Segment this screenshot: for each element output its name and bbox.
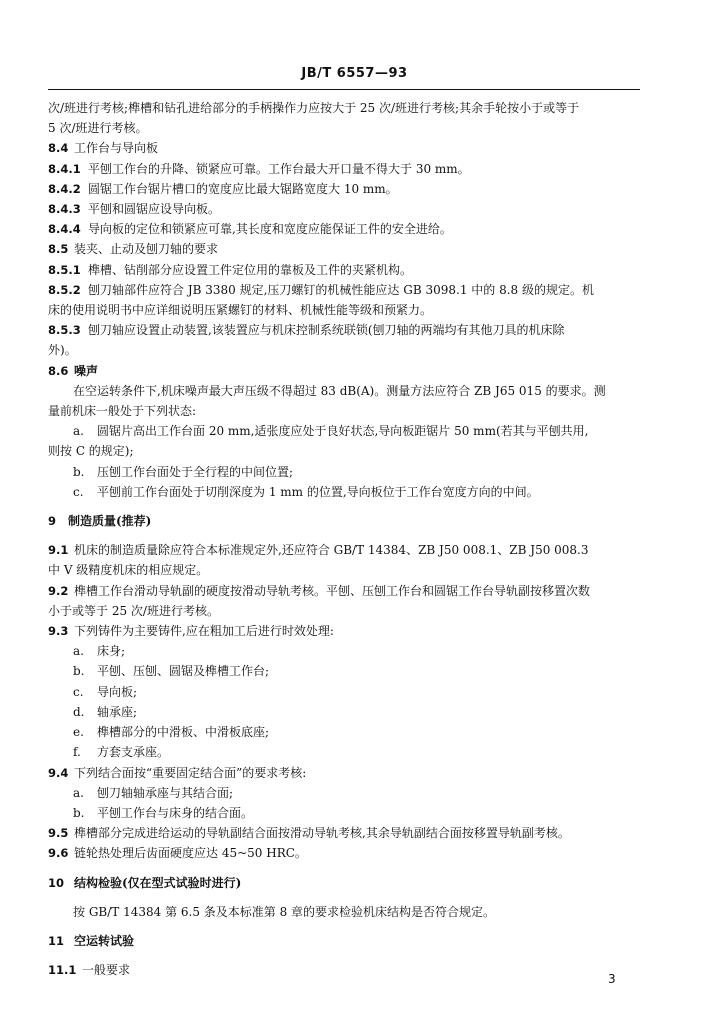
- line-text: 榫槽、钻削部分应设置工件定位用的靠板及工件的夹紧机构。: [88, 262, 413, 277]
- text-line: [48, 560, 642, 580]
- line-text: 在空运转条件下,机床噪声最大声压级不得超过 83 dB(A)。测量方法应符合 ZB J65 015 的要求。测: [73, 383, 606, 398]
- line-text: 则按 C 的规定);: [48, 444, 134, 459]
- line-text: 平刨和圆锯应设导向板。: [88, 202, 221, 217]
- list-item: [48, 641, 642, 661]
- line-text: 刨刀轴部件应符合 JB 3380 规定,压刀螺钉的机械性能应达 GB 3098.1 中的 8.8 级的规定。机: [88, 282, 594, 297]
- page-header: JB/T 6557—93: [301, 66, 408, 81]
- numbered-line: [48, 540, 642, 560]
- clause-number: 9.3: [48, 624, 69, 639]
- list-label: b.: [73, 805, 85, 820]
- line-text: 平刨工作台与床身的结合面。: [97, 805, 254, 820]
- line-text: 下列结合面按“重要固定结合面”的要求考核:: [74, 765, 307, 780]
- text-line: [48, 381, 642, 401]
- numbered-line: [48, 260, 642, 280]
- list-item: [48, 682, 642, 702]
- paragraph-gap: [48, 951, 642, 960]
- clause-number: 10: [48, 875, 65, 890]
- clause-number: 9.2: [48, 583, 69, 598]
- text-line: [48, 300, 642, 320]
- list-label: a.: [73, 785, 84, 800]
- numbered-line: [48, 843, 642, 863]
- line-text: 空运转试验: [74, 933, 135, 948]
- list-item: [48, 742, 642, 762]
- numbered-line: [48, 873, 642, 893]
- line-text: 刨刀轴应设置止动装置,该装置应与机床控制系统联锁(刨刀轴的两端均有其他刀具的机床除: [88, 323, 565, 338]
- clause-number: 11: [48, 933, 65, 948]
- clause-number: 9: [48, 514, 57, 529]
- list-label: c.: [73, 484, 84, 499]
- list-item: [48, 702, 642, 722]
- line-text: 圆锯工作台锯片槽口的宽度应比最大锯路宽度大 10 mm。: [88, 181, 398, 196]
- clause-number: 8.6: [48, 363, 69, 378]
- line-text: 链轮热处理后齿面硬度应达 45~50 HRC。: [74, 846, 307, 861]
- text-line: [48, 902, 642, 922]
- numbered-line: [48, 199, 642, 219]
- numbered-line: [48, 931, 642, 951]
- line-text: 装夹、止动及刨刀轴的要求: [74, 242, 219, 257]
- line-text: 平刨工作台的升降、锁紧应可靠。工作台最大开口量不得大于 30 mm。: [88, 161, 470, 176]
- numbered-line: [48, 179, 642, 199]
- line-text: 机床的制造质量除应符合本标准规定外,还应符合 GB/T 14384、ZB J50 008.1、ZB J50 008.3: [74, 543, 589, 558]
- list-item: [48, 722, 642, 742]
- line-text: 结构检验(仅在型式试验时进行): [74, 875, 242, 890]
- clause-number: 9.1: [48, 543, 69, 558]
- line-text: 榫槽工作台滑动导轨副的硬度按滑动导轨考核。平刨、压刨工作台和圆锯工作台导轨副按移置次数: [74, 583, 591, 598]
- list-item: [48, 661, 642, 681]
- line-text: 工作台与导向板: [74, 141, 159, 156]
- numbered-line: [48, 138, 642, 158]
- list-label: a.: [73, 644, 84, 659]
- numbered-line: [48, 823, 642, 843]
- paragraph-gap: [48, 531, 642, 540]
- clause-number: 8.4.2: [48, 181, 81, 196]
- paragraph-gap: [48, 502, 642, 511]
- clause-number: 8.4.3: [48, 202, 81, 217]
- numbered-line: [48, 159, 642, 179]
- clause-number: 8.5: [48, 242, 69, 257]
- line-text: 按 GB/T 14384 第 6.5 条及本标准第 8 章的要求检验机床结构是否符合规定。: [73, 904, 496, 919]
- text-line: [48, 98, 642, 118]
- list-label: b.: [73, 664, 85, 679]
- line-text: 导向板;: [97, 684, 138, 699]
- numbered-line: [48, 361, 642, 381]
- clause-number: 9.4: [48, 765, 69, 780]
- clause-number: 8.5.3: [48, 323, 81, 338]
- numbered-line: [48, 511, 642, 531]
- clause-number: 9.5: [48, 826, 69, 841]
- list-label: e.: [73, 725, 84, 740]
- text-line: [48, 401, 642, 421]
- text-line: [48, 441, 642, 461]
- numbered-line: [48, 763, 642, 783]
- list-item: [48, 783, 642, 803]
- list-item: [48, 482, 642, 502]
- line-text: 圆锯片高出工作台面 20 mm,适张度应处于良好状态,导向板距锯片 50 mm(若其与平刨共用,: [97, 424, 589, 439]
- numbered-line: [48, 280, 642, 300]
- line-text: 轴承座;: [97, 704, 138, 719]
- line-text: 刨刀轴轴承座与其结合面;: [97, 785, 234, 800]
- document-body: [48, 98, 642, 980]
- clause-number: 8.5.2: [48, 282, 81, 297]
- paragraph-gap: [48, 893, 642, 902]
- list-label: d.: [73, 704, 85, 719]
- header-rule: [48, 89, 640, 90]
- page-number: 3: [608, 972, 616, 986]
- list-label: c.: [73, 684, 84, 699]
- numbered-line: [48, 239, 642, 259]
- numbered-line: [48, 219, 642, 239]
- line-text: 噪声: [74, 363, 99, 378]
- clause-number: 11.1: [48, 963, 77, 978]
- line-text: 榫槽部分的中滑板、中滑板底座;: [97, 725, 270, 740]
- line-text: 一般要求: [82, 963, 131, 978]
- line-text: 小于或等于 25 次/班进行考核。: [48, 603, 219, 618]
- numbered-line: [48, 960, 642, 980]
- line-text: 量前机床一般处于下列状态:: [48, 404, 197, 419]
- list-item: [48, 462, 642, 482]
- line-text: 床的使用说明书中应详细说明压紧螺钉的材料、机械性能等级和预紧力。: [48, 303, 433, 318]
- numbered-line: [48, 581, 642, 601]
- list-item: [48, 421, 642, 441]
- text-line: [48, 340, 642, 360]
- list-label: f.: [73, 745, 81, 760]
- clause-number: 8.4.1: [48, 161, 81, 176]
- line-text: 中 V 级精度机床的相应规定。: [48, 563, 209, 578]
- line-text: 下列铸件为主要铸件,应在粗加工后进行时效处理:: [74, 624, 334, 639]
- line-text: 导向板的定位和锁紧应可靠,其长度和宽度应能保证工件的安全进给。: [88, 222, 452, 237]
- list-label: b.: [73, 464, 85, 479]
- text-line: [48, 601, 642, 621]
- line-text: 制造质量(推荐): [68, 514, 152, 529]
- clause-number: 9.6: [48, 846, 69, 861]
- text-line: [48, 118, 642, 138]
- line-text: 榫槽部分完成进给运动的导轨副结合面按滑动导轨考核,其余导轨副结合面按移置导轨副考核。: [74, 826, 570, 841]
- paragraph-gap: [48, 864, 642, 873]
- paragraph-gap: [48, 922, 642, 931]
- numbered-line: [48, 320, 642, 340]
- line-text: 外)。: [48, 343, 77, 358]
- line-text: 次/班进行考核;榫槽和钻孔进给部分的手柄操作力应按大于 25 次/班进行考核;其余手轮按小于或等于: [48, 101, 580, 115]
- clause-number: 8.4: [48, 141, 69, 156]
- line-text: 平刨前工作台面处于切削深度为 1 mm 的位置,导向板位于工作台宽度方向的中间。: [97, 484, 539, 499]
- list-label: a.: [73, 424, 84, 439]
- line-text: 5 次/班进行考核。: [48, 121, 148, 136]
- line-text: 压刨工作台面处于全行程的中间位置;: [97, 464, 294, 479]
- line-text: 平刨、压刨、圆锯及榫槽工作台;: [97, 664, 270, 679]
- line-text: 方套支承座。: [97, 745, 170, 760]
- list-item: [48, 803, 642, 823]
- line-text: 床身;: [97, 644, 126, 659]
- clause-number: 8.4.4: [48, 222, 81, 237]
- numbered-line: [48, 621, 642, 641]
- clause-number: 8.5.1: [48, 262, 81, 277]
